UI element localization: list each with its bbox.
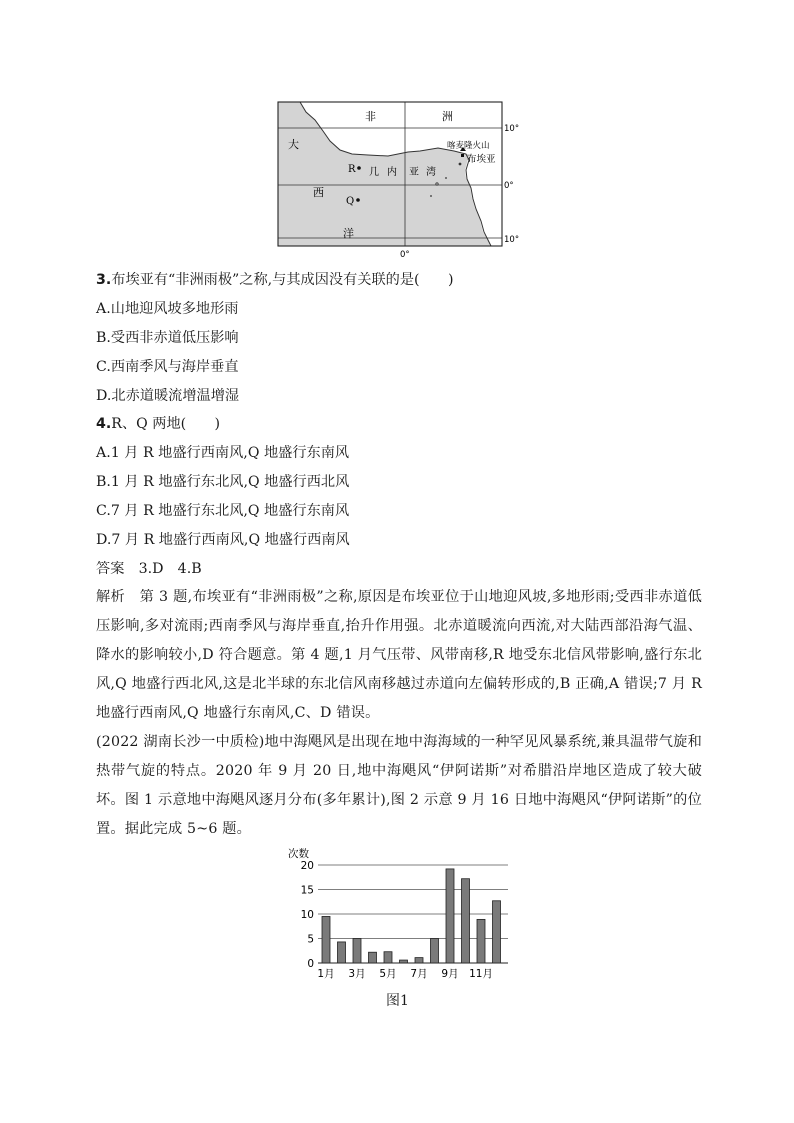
chart-y-tick: 0 [307,958,314,970]
figure-1-caption: 图1 [386,993,409,1009]
chart-x-tick: 3月 [348,968,366,980]
label-atlantic-1: 大 [288,138,299,151]
chart-y-tick: 20 [300,860,314,872]
chart-y-tick: 15 [300,884,314,897]
chart-x-tick: 9月 [441,968,459,980]
question-3-stem: 布埃亚有“非洲雨极”之称,与其成因没有关联的是( ) [111,272,454,288]
q3-option-a: A.山地迎风坡多地形雨 [96,301,239,317]
question-4-number: 4. [96,416,112,432]
label-lat-10n: 10° [504,124,520,134]
q3-option-b: B.受西非赤道低压影响 [96,330,239,346]
analysis-paragraph: 解析 第 3 题,布埃亚有“非洲雨极”之称,原因是布埃亚位于山地迎风坡,多地形雨;受西非赤道低压影响,多对流雨;西南季风与海岸垂直,抬升作用强。北赤道暖流向西流,对大陆西部沿海气温、降水的影响较小,D 符合题意。第 4 题,1 月气压带、风带南移,R 地受东北信风带影响,盛行东北风,Q 地盛行西北风,这是北半球的东北信风南移越过赤道向左偏转形成的,B 正确,A 错误;7 月 R 地盛行西南风,Q 地盛行东南风,C、D 错误。 [96,589,702,721]
label-gulf-3: 亚 [409,167,419,178]
chart-bar-1月 [322,916,330,963]
q3-option-c: C.西南季风与海岸垂直 [96,359,239,375]
q4-option-d: D.7 月 R 地盛行西南风,Q 地盛行西南风 [96,532,350,548]
chart-bar-12月 [493,901,501,963]
question-3 [96,270,453,290]
label-africa-2: 洲 [442,110,453,123]
q4-option-b: B.1 月 R 地盛行东北风,Q 地盛行西北风 [96,474,350,490]
chart-bar-4月 [369,952,377,963]
question-3-number: 3. [96,272,112,288]
chart-y-tick: 5 [307,933,314,946]
label-atlantic-2: 西 [313,186,324,199]
label-point-r: R [348,164,356,175]
label-point-q: Q [346,196,355,207]
chart-bar-10月 [462,879,470,963]
chart-bar-3月 [353,939,361,964]
hurricane-monthly-chart [280,842,520,982]
label-gulf-2: 内 [387,167,397,178]
chart-x-tick: 1月 [317,968,335,980]
chart-bar-6月 [400,960,408,963]
chart-bar-11月 [477,919,485,963]
chart-bar-5月 [384,952,392,963]
answer-line: 答案 3.D 4.B [96,561,202,577]
gulf-of-guinea-map [270,98,532,260]
point-r-dot [357,166,361,170]
island-bioko [459,163,462,166]
chart-y-tick: 10 [300,909,314,921]
chart-y-label: 次数 [288,848,309,860]
island-annobon [430,195,432,197]
question-4-stem: R、Q 两地( ) [111,416,221,432]
q4-option-a: A.1 月 R 地盛行西南风,Q 地盛行东南风 [96,445,350,461]
chart-x-tick: 11月 [469,968,493,980]
intro-paragraph: (2022 湖南长沙一中质检)地中海飓风是出现在地中海海域的一种罕见风暴系统,兼具温带气旋和热带气旋的特点。2020 年 9 月 20 日,地中海飓风“伊阿诺斯”对希腊沿岸地区造成了较大破坏。图 1 示意地中海飓风逐月分布(多年累计),图 2 示意 9 月 16 日地中海飓风“伊阿诺斯”的位置。据此完成 5~6 题。 [96,734,702,837]
label-atlantic-3: 洋 [343,227,354,240]
q4-option-c: C.7 月 R 地盛行东北风,Q 地盛行东南风 [96,503,350,519]
label-africa-1: 非 [365,110,376,123]
city-marker [461,154,464,157]
label-volcano: 喀麦隆火山 [447,141,490,151]
island-principe [445,177,447,179]
q3-option-d: D.北赤道暖流增温增湿 [96,388,240,404]
chart-bar-9月 [446,869,454,963]
question-4 [96,414,220,434]
point-q-dot [356,198,360,202]
chart-x-tick: 5月 [379,968,397,980]
label-lon-0: 0° [400,250,410,260]
label-gulf-4: 湾 [426,167,436,178]
chart-bar-2月 [338,942,346,963]
label-lat-0: 0° [504,181,514,191]
label-city: 布埃亚 [467,154,496,165]
chart-bar-7月 [415,958,423,963]
label-gulf-1: 几 [369,167,379,178]
chart-bar-8月 [431,939,439,964]
chart-x-tick: 7月 [410,968,428,980]
label-lat-10s: 10° [504,235,520,245]
